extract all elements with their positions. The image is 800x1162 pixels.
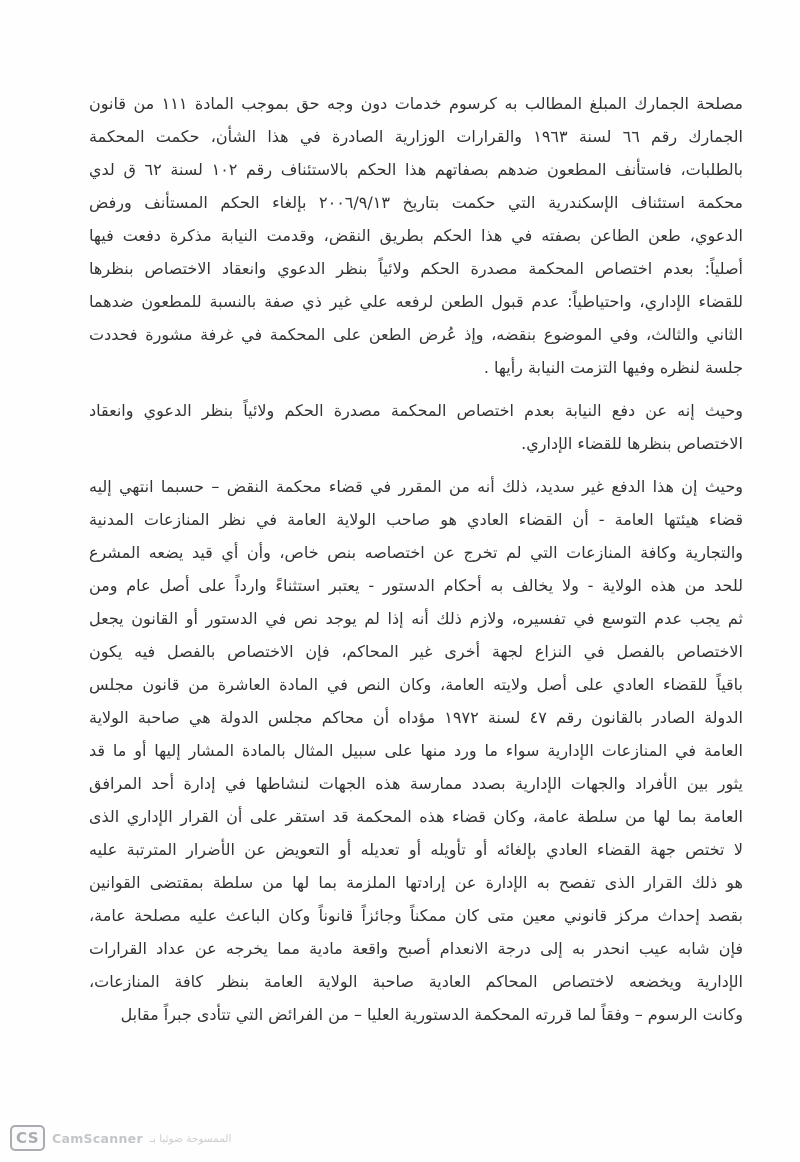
text-line: والتجارية وكافة المنازعات التي لم تخرج عن اختصاصه بنص خاص، وأن أي قيد يضعه المشرع <box>89 543 743 562</box>
text-line: محكمة استئناف الإسكندرية التي حكمت بتاريخ ٢٠٠٦/٩/١٣ بإلغاء الحكم المستأنف ورفض <box>89 193 743 212</box>
text-line: للحد من هذه الولاية - ولا يخالف به أحكام الدستور - يعتبر استثناءً وارداً على أصل عام ومن <box>89 576 743 595</box>
text-line: قضاء هيئتها العامة - أن القضاء العادي هو صاحب الولاية العامة في نظر المنازعات المدنية <box>89 510 743 529</box>
paragraph <box>89 87 743 384</box>
camscanner-scanned-with-label: الممسوحة ضوئيا بـ <box>149 1133 232 1145</box>
text-line: الدعوي، طعن الطاعن بصفته في هذا الحكم بطريق النقض، وقدمت النيابة مذكرة دفعت فيها <box>89 226 743 245</box>
text-line: فإن شابه عيب انحدر به إلى درجة الانعدام أصبح واقعة مادية مما يخرجه عن عداد القرارات <box>89 939 743 958</box>
text-line: العامة بما لها من سلطة عامة، وكان قضاء هذه المحكمة قد استقر على أن القرار الإداري الذى <box>89 807 743 826</box>
text-line: الاختصاص بالفصل في النزاع لجهة أخرى غير المحاكم، فإن الاختصاص بالفصل فيه يكون <box>89 642 743 661</box>
paragraph <box>89 394 743 460</box>
text-line: بالطلبات، فاستأنف المطعون ضدهم بصفاتهم هذا الحكم بالاستئناف رقم ١٠٢ لسنة ٦٢ ق لدي <box>89 160 743 179</box>
text-line: الإدارية ويخضعه لاختصاص المحاكم العادية صاحبة الولاية العامة بنظر كافة المنازعات، <box>89 972 743 991</box>
text-line: وحيث إنه عن دفع النيابة بعدم اختصاص المحكمة مصدرة الحكم ولائياً بنظر الدعوي وانعقاد <box>89 401 743 420</box>
text-line: الثاني والثالث، وفي الموضوع بنقضه، وإذ عُرض الطعن على المحكمة في غرفة مشورة فحددت <box>89 325 743 344</box>
text-line: ثم يجب عدم التوسع في تفسيره، ولازم ذلك أنه إذا لم يوجد نص في الدستور أو القانون يجعل <box>89 609 743 628</box>
camscanner-brand-label: CamScanner <box>52 1130 143 1146</box>
text-line: باقياً للقضاء العادي على أصل ولايته العامة، وكان النص في المادة العاشرة من قانون مجلس <box>89 675 743 694</box>
text-line: الجمارك رقم ٦٦ لسنة ١٩٦٣ والقرارات الوزارية الصادرة في هذا الشأن، حكمت المحكمة <box>89 127 743 146</box>
text-line: لا تختص جهة القضاء العادي بإلغائه أو تأويله أو تعديله أو التعويض عن الأضرار المترتبة عليه <box>89 840 743 859</box>
document-body <box>89 87 743 1041</box>
text-line: وكانت الرسوم – وفقاً لما قررته المحكمة الدستورية العليا – من الفرائض التي تتأدى جبراً مقابل <box>120 1005 743 1024</box>
camscanner-cs-icon: CS <box>10 1125 45 1151</box>
text-line: الدولة الصادر بالقانون رقم ٤٧ لسنة ١٩٧٢ مؤداه أن محاكم مجلس الدولة هي صاحبة الولاية <box>89 708 743 727</box>
text-line: مصلحة الجمارك المبلغ المطالب به كرسوم خدمات دون وجه حق بموجب المادة ١١١ من قانون <box>89 94 743 113</box>
paragraph <box>89 470 743 1031</box>
text-line: جلسة لنظره وفيها التزمت النيابة رأيها . <box>483 358 743 377</box>
text-line: الاختصاص بنظرها للقضاء الإداري. <box>521 434 743 453</box>
text-line: بقصد إحداث مركز قانوني معين متى كان ممكناً وجائزاً قانوناً وكان الباعث عليه مصلحة عامة، <box>89 906 743 925</box>
text-line: أصلياً: بعدم اختصاص المحكمة مصدرة الحكم ولائياً بنظر الدعوي وانعقاد الاختصاص بنظرها <box>89 259 743 278</box>
camscanner-watermark <box>10 1125 231 1151</box>
text-line: وحيث إن هذا الدفع غير سديد، ذلك أنه من المقرر في قضاء محكمة النقض – حسبما انتهي إليه <box>89 477 743 496</box>
text-line: هو ذلك القرار الذى تفصح به الإدارة عن إرادتها الملزمة بما لها من سلطة بمقتضى القوانين <box>89 873 743 892</box>
text-line: للقضاء الإداري، واحتياطياً: عدم قبول الطعن لرفعه علي غير ذي صفة بالنسبة للمطعون ضدهما <box>89 292 743 311</box>
text-line: العامة في المنازعات الإدارية سواء ما ورد منها على سبيل المثال بالمادة المشار إليها أو ما قد <box>89 741 743 760</box>
text-line: يثور بين الأفراد والجهات الإدارية بصدد ممارسة هذه الجهات لنشاطها في إدارة أحد المرافق <box>89 774 743 793</box>
